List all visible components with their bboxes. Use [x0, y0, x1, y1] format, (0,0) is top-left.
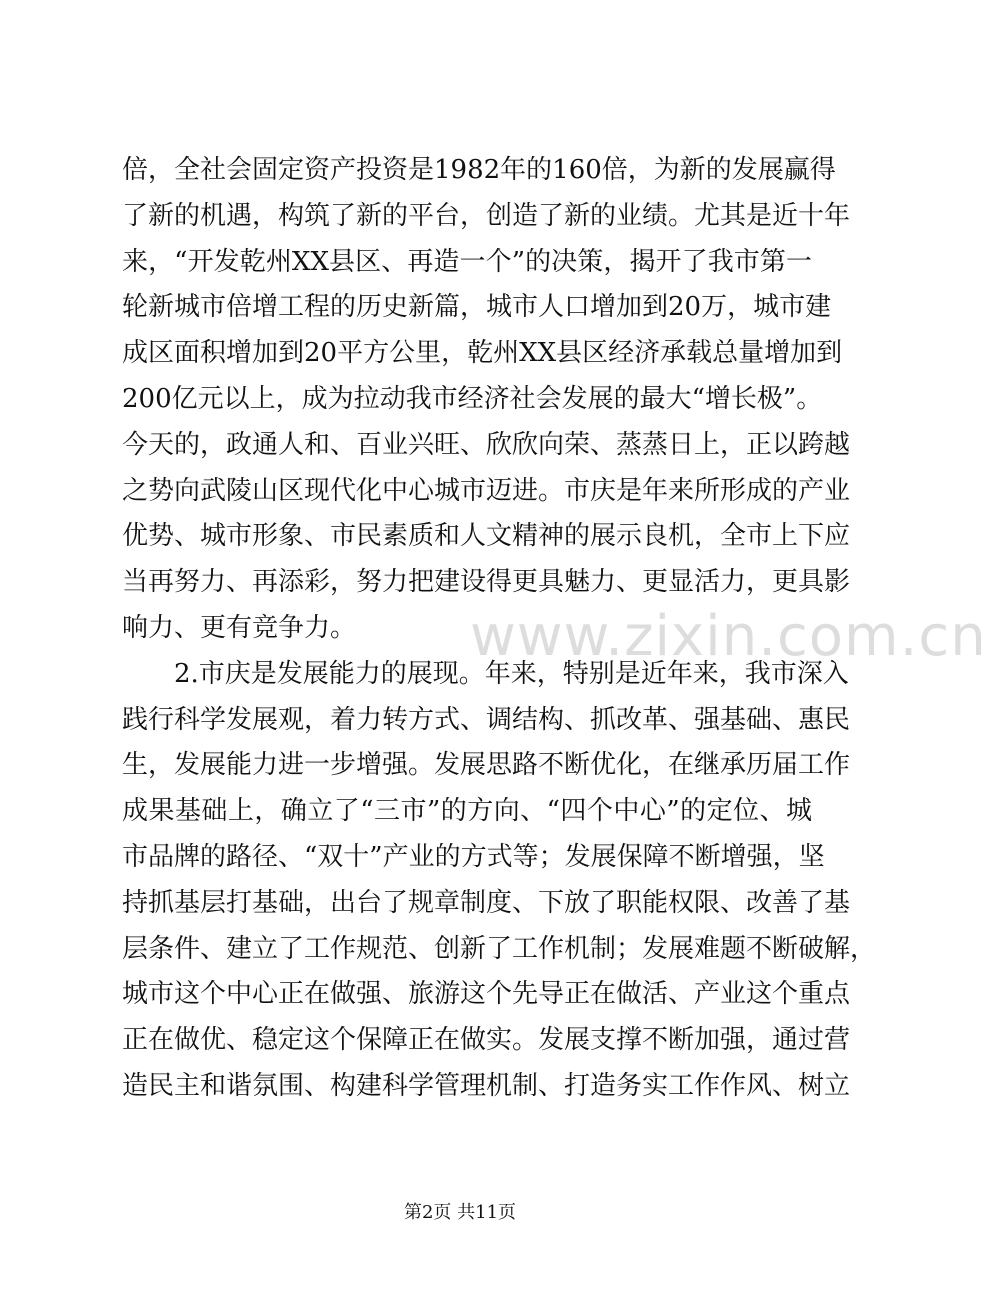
text-line: 来，“开发乾州XX县区、再造一个”的决策，揭开了我市第一: [122, 246, 812, 277]
text-line: 层条件、建立了工作规范、创新了工作机制；发展难题不断破解，: [122, 933, 877, 964]
text-line: 成区面积增加到20平方公里，乾州XX县区经济承载总量增加到: [122, 338, 843, 369]
text-line: 生，发展能力进一步增强。发展思路不断优化，在继承历届工作: [122, 750, 851, 781]
text-line: 响力、更有竞争力。: [122, 612, 357, 643]
text-line: 今天的，政通人和、百业兴旺、欣欣向荣、蒸蒸日上，正以跨越: [122, 429, 851, 460]
text-line: 200亿元以上，成为拉动我市经济社会发展的最大“增长极”。: [122, 383, 823, 414]
text-line: 轮新城市倍增工程的历史新篇，城市人口增加到20万，城市建: [122, 292, 832, 323]
text-line: 正在做优、稳定这个保障正在做实。发展支撑不断加强，通过营: [122, 1025, 851, 1056]
text-line: 倍，全社会固定资产投资是1982年的160倍，为新的发展赢得: [122, 155, 836, 185]
text-line: 2.市庆是发展能力的展现。年来，特别是近年来，我市深入: [174, 658, 849, 689]
text-line: 之势向武陵山区现代化中心城市迈进。市庆是年来所形成的产业: [122, 475, 851, 506]
watermark: www.zixin.com.cn: [470, 604, 987, 669]
text-line: 当再努力、再添彩，努力把建设得更具魅力、更显活力，更具影: [122, 567, 851, 598]
text-line: 造民主和谐氛围、构建科学管理机制、打造务实工作作风、树立: [122, 1070, 851, 1101]
text-line: 了新的机遇，构筑了新的平台，创造了新的业绩。尤其是近十年: [122, 200, 851, 231]
page-footer: 第2页 共11页: [403, 1202, 517, 1223]
text-line: 践行科学发展观，着力转方式、调结构、抓改革、强基础、惠民: [122, 704, 851, 735]
text-line: 市品牌的路径、“双十”产业的方式等；发展保障不断增强，坚: [122, 841, 825, 872]
text-line: 持抓基层打基础，出台了规章制度、下放了职能权限、改善了基: [122, 887, 851, 918]
text-line: 优势、城市形象、市民素质和人文精神的展示良机，全市上下应: [122, 521, 851, 552]
text-line: 城市这个中心正在做强、旅游这个先导正在做活、产业这个重点: [122, 979, 851, 1010]
text-line: 成果基础上，确立了“三市”的方向、“四个中心”的定位、城: [122, 796, 812, 827]
